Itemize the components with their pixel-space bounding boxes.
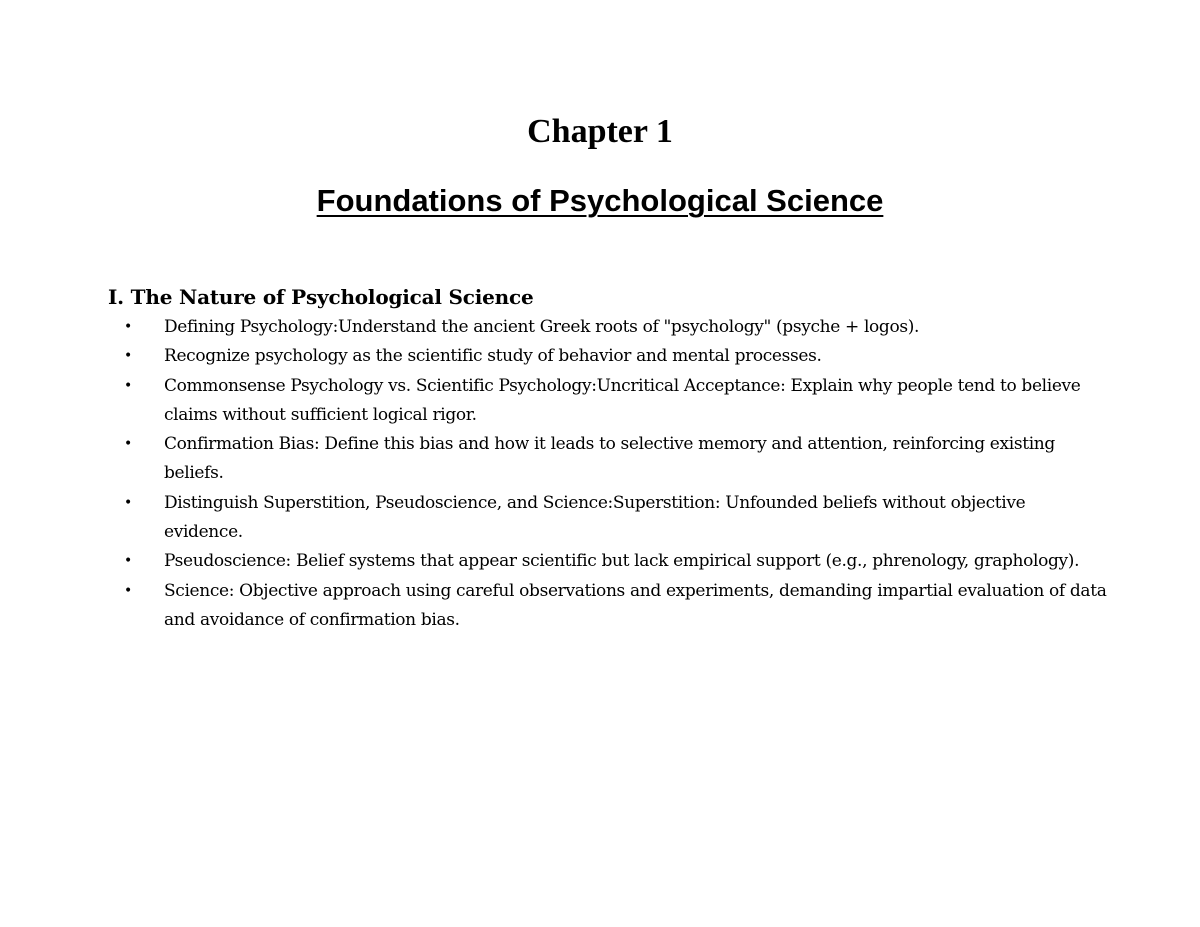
list-item-text: Pseudoscience: Belief systems that appear scientific but lack empirical support (e.g., phrenology, graphology).: [164, 551, 1080, 572]
bullet-icon: •: [124, 494, 132, 511]
bullet-icon: •: [124, 553, 132, 570]
chapter-title: Chapter 1: [527, 113, 673, 150]
list-item-text: Distinguish Superstition, Pseudoscience, and Science:Superstition: Unfounded beliefs without objective evidence.: [164, 492, 1026, 543]
bullet-icon: •: [124, 582, 132, 599]
list-item-text: Science: Objective approach using careful observations and experiments, demanding impartial evaluation of data and avoidance of confirmation bias.: [164, 580, 1107, 630]
list-item: [108, 430, 1108, 489]
bullet-icon: •: [124, 436, 132, 453]
section-heading: I. The Nature of Psychological Science: [108, 285, 534, 309]
list-item: [108, 547, 1108, 576]
list-item: [108, 342, 1108, 371]
list-item: [108, 489, 1108, 548]
list-item-text: Defining Psychology:Understand the ancient Greek roots of "psychology" (psyche + logos).: [164, 317, 920, 337]
list-item: [108, 577, 1108, 636]
bullet-list: [108, 313, 1108, 635]
list-item-text: Commonsense Psychology vs. Scientific Psychology:Uncritical Acceptance: Explain why people tend to believe claims without sufficient logical rigor.: [164, 375, 1081, 425]
section-nature-of-psychological-science: [108, 282, 1108, 635]
chapter-subtitle: Foundations of Psychological Science: [316, 183, 884, 218]
list-item: [108, 372, 1108, 431]
bullet-icon: •: [124, 319, 132, 335]
list-item-text: Recognize psychology as the scientific study of behavior and mental processes.: [164, 346, 822, 367]
bullet-icon: •: [124, 377, 132, 394]
list-item: [108, 313, 1108, 342]
bullet-icon: •: [124, 348, 132, 365]
list-item-text: Confirmation Bias: Define this bias and how it leads to selective memory and attention, reinforcing existing beliefs.: [164, 434, 1055, 484]
